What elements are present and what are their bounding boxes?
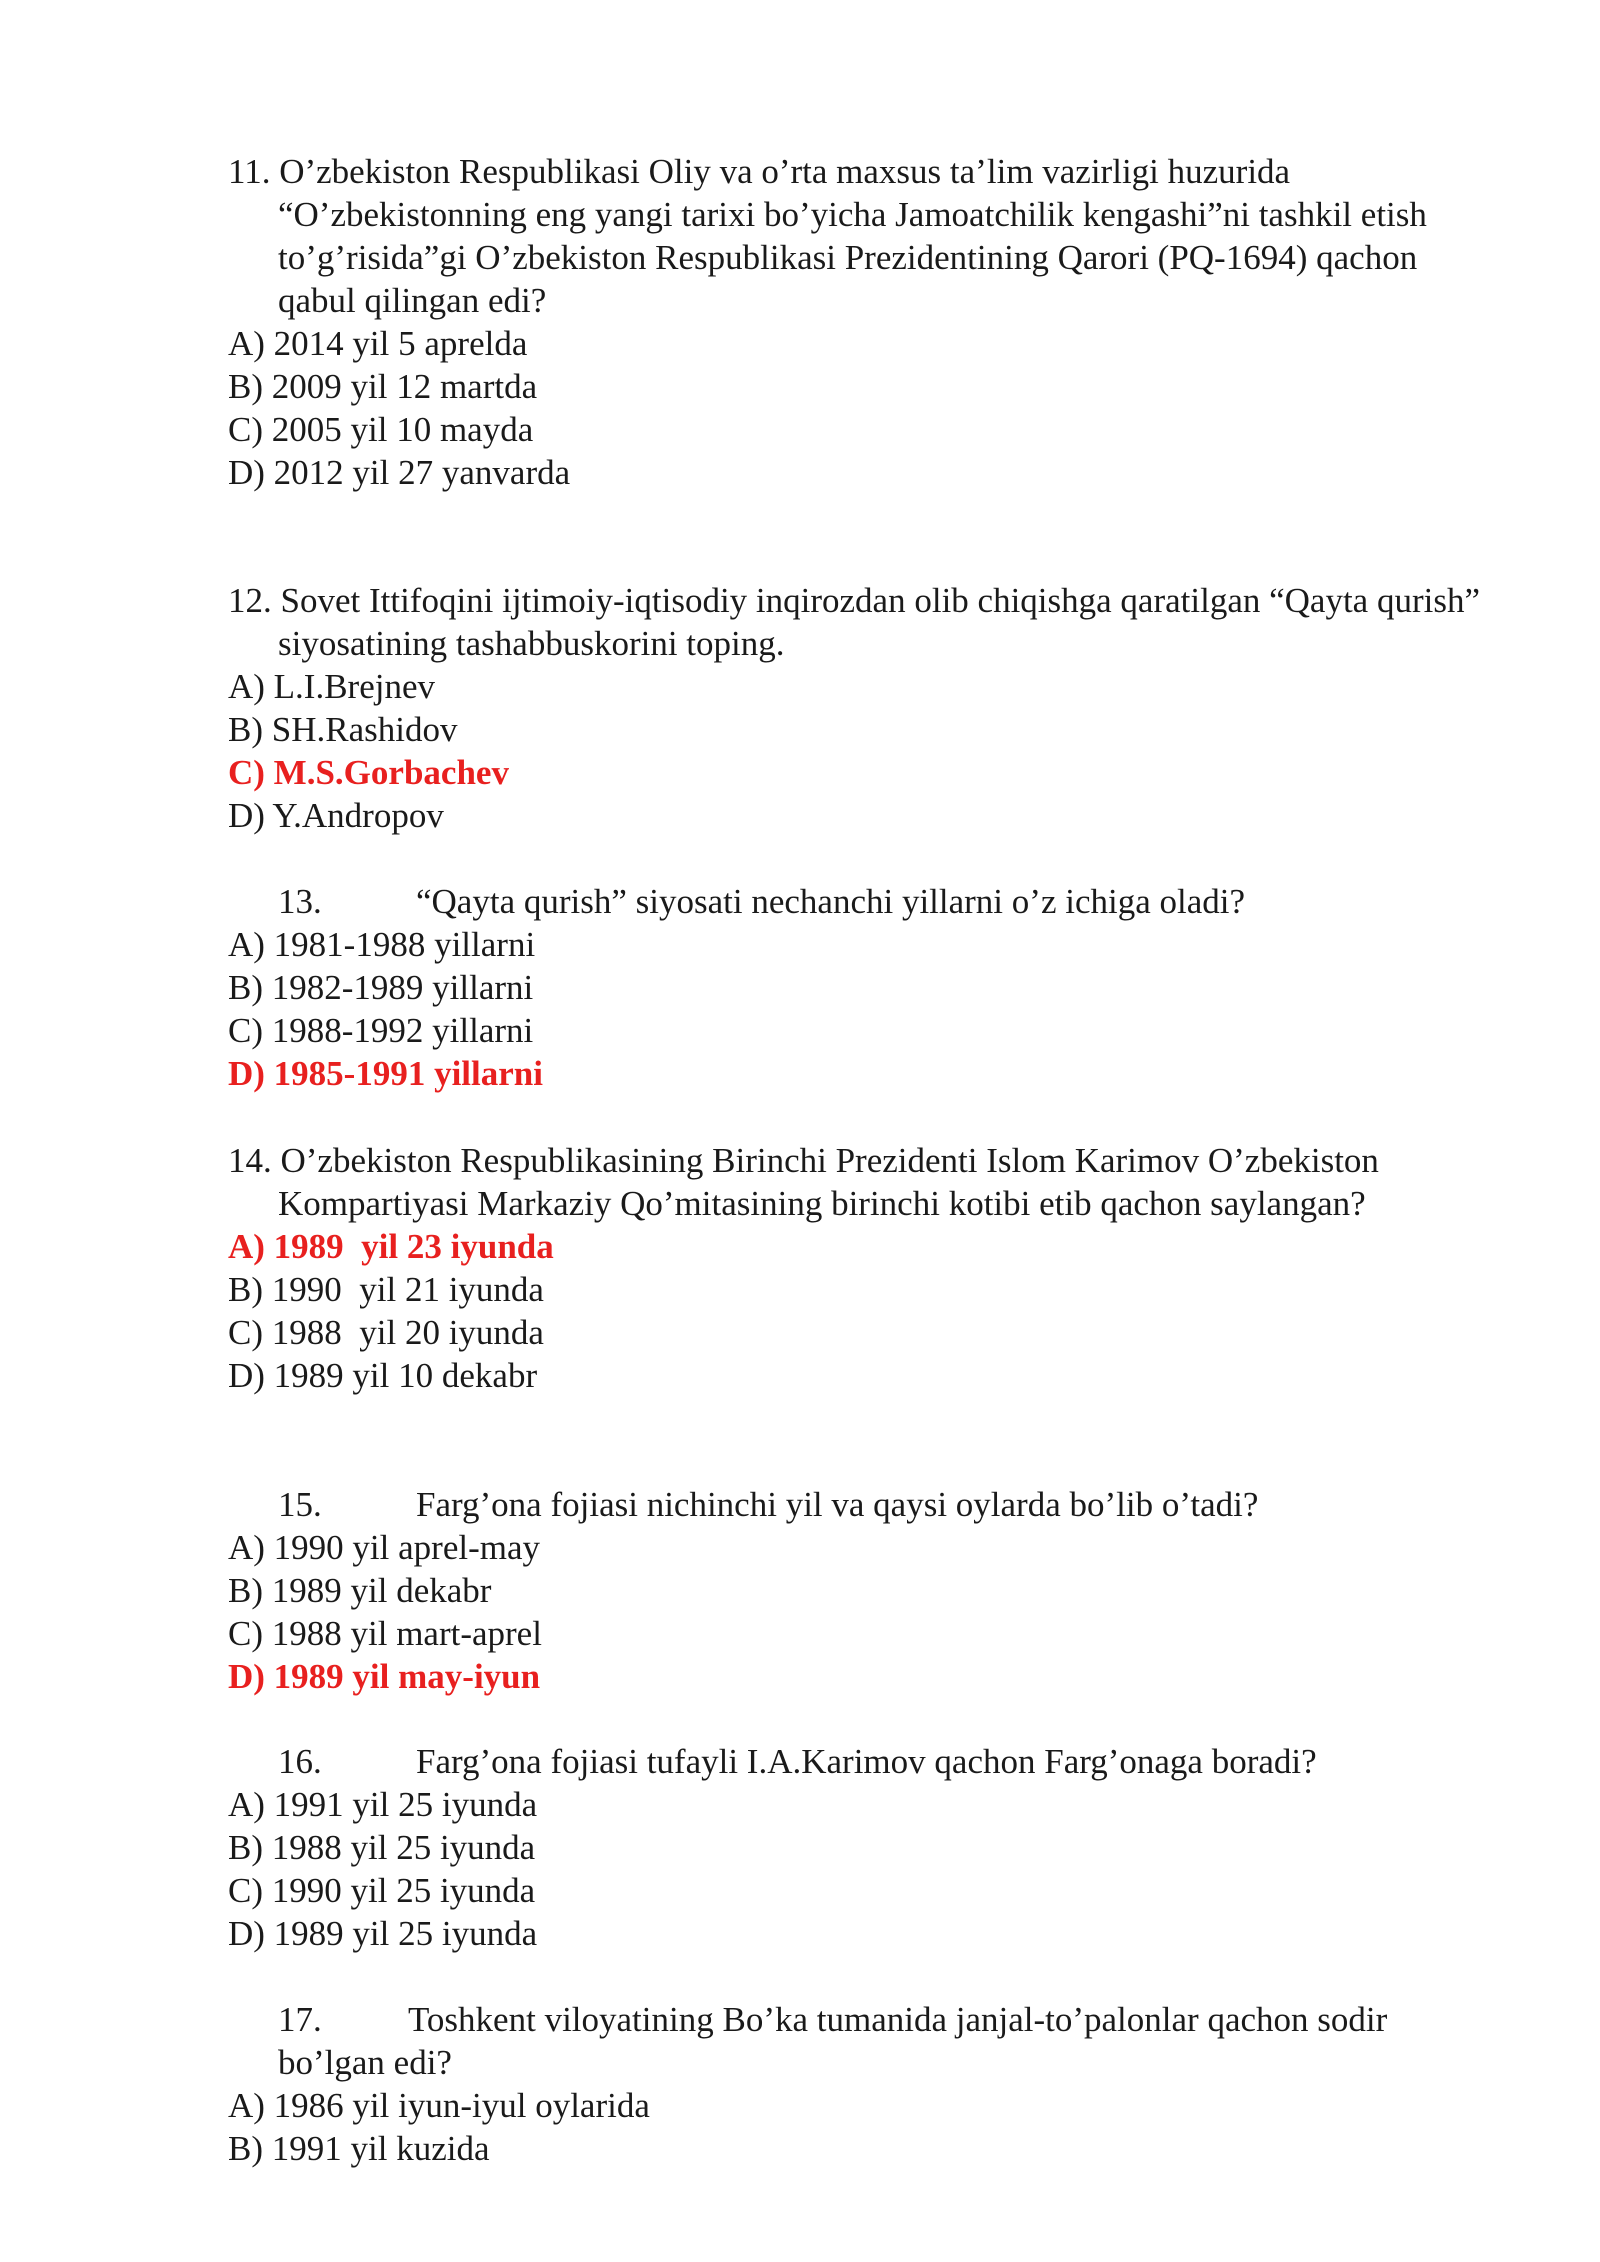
option-d-correct: D) 1989 yil may-iyun	[228, 1657, 541, 1696]
question-stem	[228, 1483, 1498, 1526]
option-a: A) L.I.Brejnev	[228, 667, 436, 706]
option-d: D) 2012 yil 27 yanvarda	[228, 453, 571, 492]
question-number: 17.	[278, 2000, 322, 2039]
question-number: 13.	[278, 882, 322, 921]
question-stem	[228, 1998, 1498, 2084]
option-d: D) 1989 yil 10 dekabr	[228, 1356, 538, 1395]
option-a: A) 2014 yil 5 aprelda	[228, 324, 528, 363]
option-c-correct: C) M.S.Gorbachev	[228, 753, 509, 792]
option-b: B) SH.Rashidov	[228, 710, 458, 749]
question-text: O’zbekiston Respublikasi Oliy va o’rta maxsus ta’lim vazirligi huzurida “O’zbekistonning eng yangi tarixi bo’yicha Jamoatchilik kengashi”ni tashkil etish to’g’risida”gi O’zbekiston Respublikasi Prezidentining Qarori (PQ-1694) qachon qabul qilingan edi?	[278, 152, 1427, 320]
question-stem	[228, 150, 1498, 322]
question-number: 15.	[278, 1485, 322, 1524]
option-b: B) 1989 yil dekabr	[228, 1571, 492, 1610]
question-number: 16.	[278, 1742, 322, 1781]
question-text: “Qayta qurish” siyosati nechanchi yillarni o’z ichiga oladi?	[416, 882, 1246, 921]
question-text: O’zbekiston Respublikasining Birinchi Prezidenti Islom Karimov O’zbekiston Kompartiyasi Markaziy Qo’mitasining birinchi kotibi etib qachon saylangan?	[278, 1141, 1379, 1223]
question-11	[228, 150, 1498, 494]
question-text: Farg’ona fojiasi tufayli I.A.Karimov qachon Farg’onaga boradi?	[416, 1742, 1317, 1781]
question-text: Toshkent viloyatining Bo’ka tumanida janjal-to’palonlar qachon sodir bo’lgan edi?	[278, 2000, 1388, 2082]
option-a: A) 1986 yil iyun-iyul oylarida	[228, 2086, 650, 2125]
option-c: C) 2005 yil 10 mayda	[228, 410, 534, 449]
question-17	[228, 1998, 1498, 2170]
question-stem	[228, 1740, 1498, 1783]
question-number: 11.	[228, 152, 271, 191]
option-c: C) 1988 yil 20 iyunda	[228, 1313, 544, 1352]
option-c: C) 1988-1992 yillarni	[228, 1011, 534, 1050]
question-number: 14.	[228, 1141, 272, 1180]
question-16	[228, 1740, 1498, 1955]
option-a-correct: A) 1989 yil 23 iyunda	[228, 1227, 554, 1266]
question-12	[228, 579, 1498, 837]
option-c: C) 1988 yil mart-aprel	[228, 1614, 542, 1653]
option-b: B) 1991 yil kuzida	[228, 2129, 490, 2168]
option-b: B) 1988 yil 25 iyunda	[228, 1828, 536, 1867]
option-b: B) 2009 yil 12 martda	[228, 367, 538, 406]
question-15	[228, 1483, 1498, 1698]
question-13	[228, 880, 1498, 1095]
option-d: D) Y.Andropov	[228, 796, 444, 835]
question-number: 12.	[228, 581, 272, 620]
question-text: Sovet Ittifoqini ijtimoiy-iqtisodiy inqirozdan olib chiqishga qaratilgan “Qayta qurish” siyosatining tashabbuskorini toping.	[278, 581, 1481, 663]
option-d-correct: D) 1985-1991 yillarni	[228, 1054, 543, 1093]
option-b: B) 1982-1989 yillarni	[228, 968, 534, 1007]
option-a: A) 1990 yil aprel-may	[228, 1528, 540, 1567]
question-14	[228, 1139, 1498, 1397]
option-b: B) 1990 yil 21 iyunda	[228, 1270, 544, 1309]
question-text: Farg’ona fojiasi nichinchi yil va qaysi oylarda bo’lib o’tadi?	[416, 1485, 1259, 1524]
option-a: A) 1991 yil 25 iyunda	[228, 1785, 538, 1824]
option-a: A) 1981-1988 yillarni	[228, 925, 536, 964]
question-stem	[228, 579, 1498, 665]
option-c: C) 1990 yil 25 iyunda	[228, 1871, 536, 1910]
question-stem	[228, 880, 1498, 923]
option-d: D) 1989 yil 25 iyunda	[228, 1914, 538, 1953]
question-stem	[228, 1139, 1498, 1225]
